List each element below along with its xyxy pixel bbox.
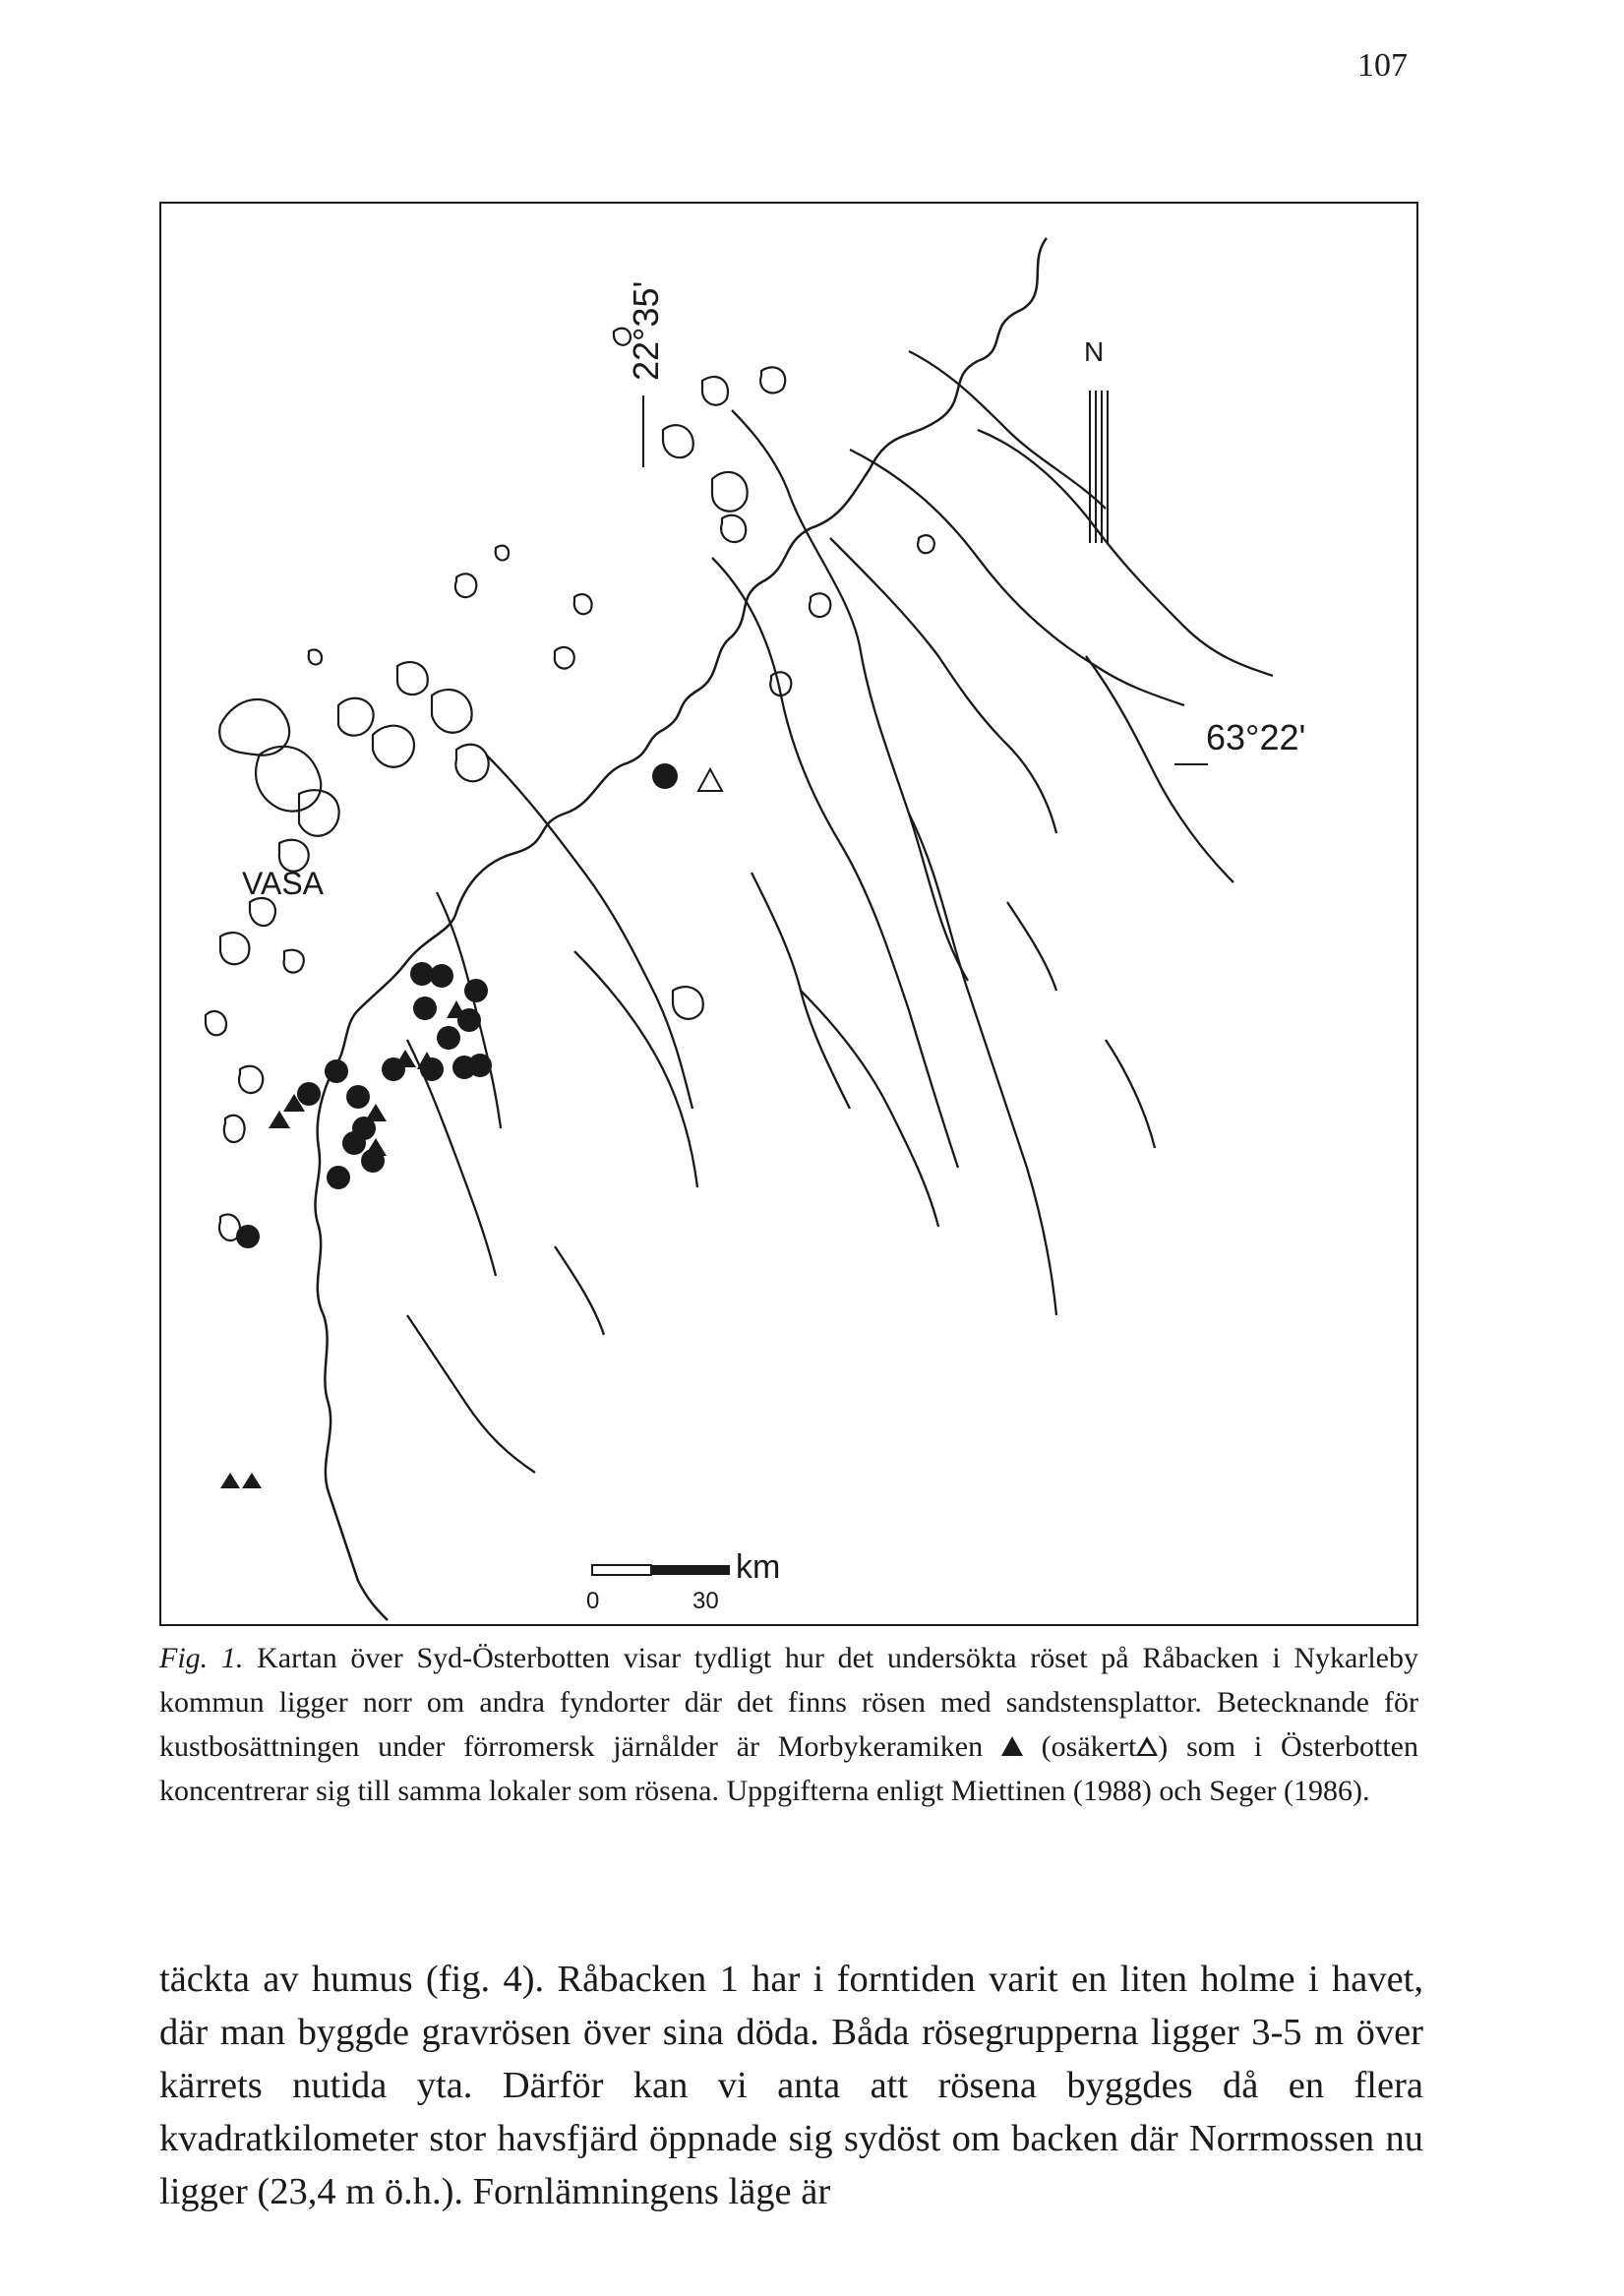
figure-caption bbox=[159, 1636, 1418, 1813]
scale-zero: 0 bbox=[586, 1588, 600, 1614]
body-paragraph: täckta av humus (fig. 4). Råbacken 1 har i forntiden varit en liten holme i havet, där man byggde gravrösen över sina döda. Båda rösegrupperna ligger 3-5 m över kärrets nutida yta. Därför kan vi anta att rösena byggdes då en flera kvadratkilometer stor havsfjärd öppnade sig sydöst om backen där Norrmossen nu ligger (23,4 m ö.h.). Fornlämningens läge är bbox=[159, 1959, 1423, 2212]
scale-bar bbox=[592, 1565, 730, 1575]
caption-text-part1: Kartan över Syd-Österbotten visar tydligt hur det undersökta röset på Råbacken i Nykarleby kommun ligger norr om andra fyndorter där det finns rösen med sandstensplattor. Betecknande för kustbosättningen under förromersk järnålder är Morbykeramiken bbox=[159, 1642, 1418, 1763]
filled-triangle-symbol bbox=[1001, 1736, 1023, 1756]
latitude-label: 63°22' bbox=[1206, 717, 1306, 757]
scale-unit: km bbox=[736, 1548, 781, 1586]
open-triangle-symbol bbox=[1136, 1736, 1158, 1756]
scale-max: 30 bbox=[692, 1588, 719, 1614]
caption-text-part2: (osäkert bbox=[1041, 1730, 1137, 1763]
caption-figure-label: Fig. 1. bbox=[159, 1642, 244, 1674]
map-figure bbox=[159, 202, 1418, 1626]
longitude-label: 22°35' bbox=[626, 280, 666, 381]
north-label: N bbox=[1084, 336, 1105, 367]
caption-text-part3: ) som i Österbotten koncentrerar sig till samma lokaler som rösena. Uppgifterna enligt Miettinen (1988) och Seger (1986). bbox=[159, 1730, 1418, 1807]
coastline bbox=[315, 238, 1047, 1620]
open-triangle-marker bbox=[698, 769, 722, 791]
rivers bbox=[407, 351, 1273, 1473]
city-label-vasa: VASA bbox=[242, 866, 324, 901]
page-number: 107 bbox=[1357, 47, 1408, 84]
north-arrow bbox=[1090, 391, 1108, 543]
map-svg bbox=[161, 204, 1416, 1624]
